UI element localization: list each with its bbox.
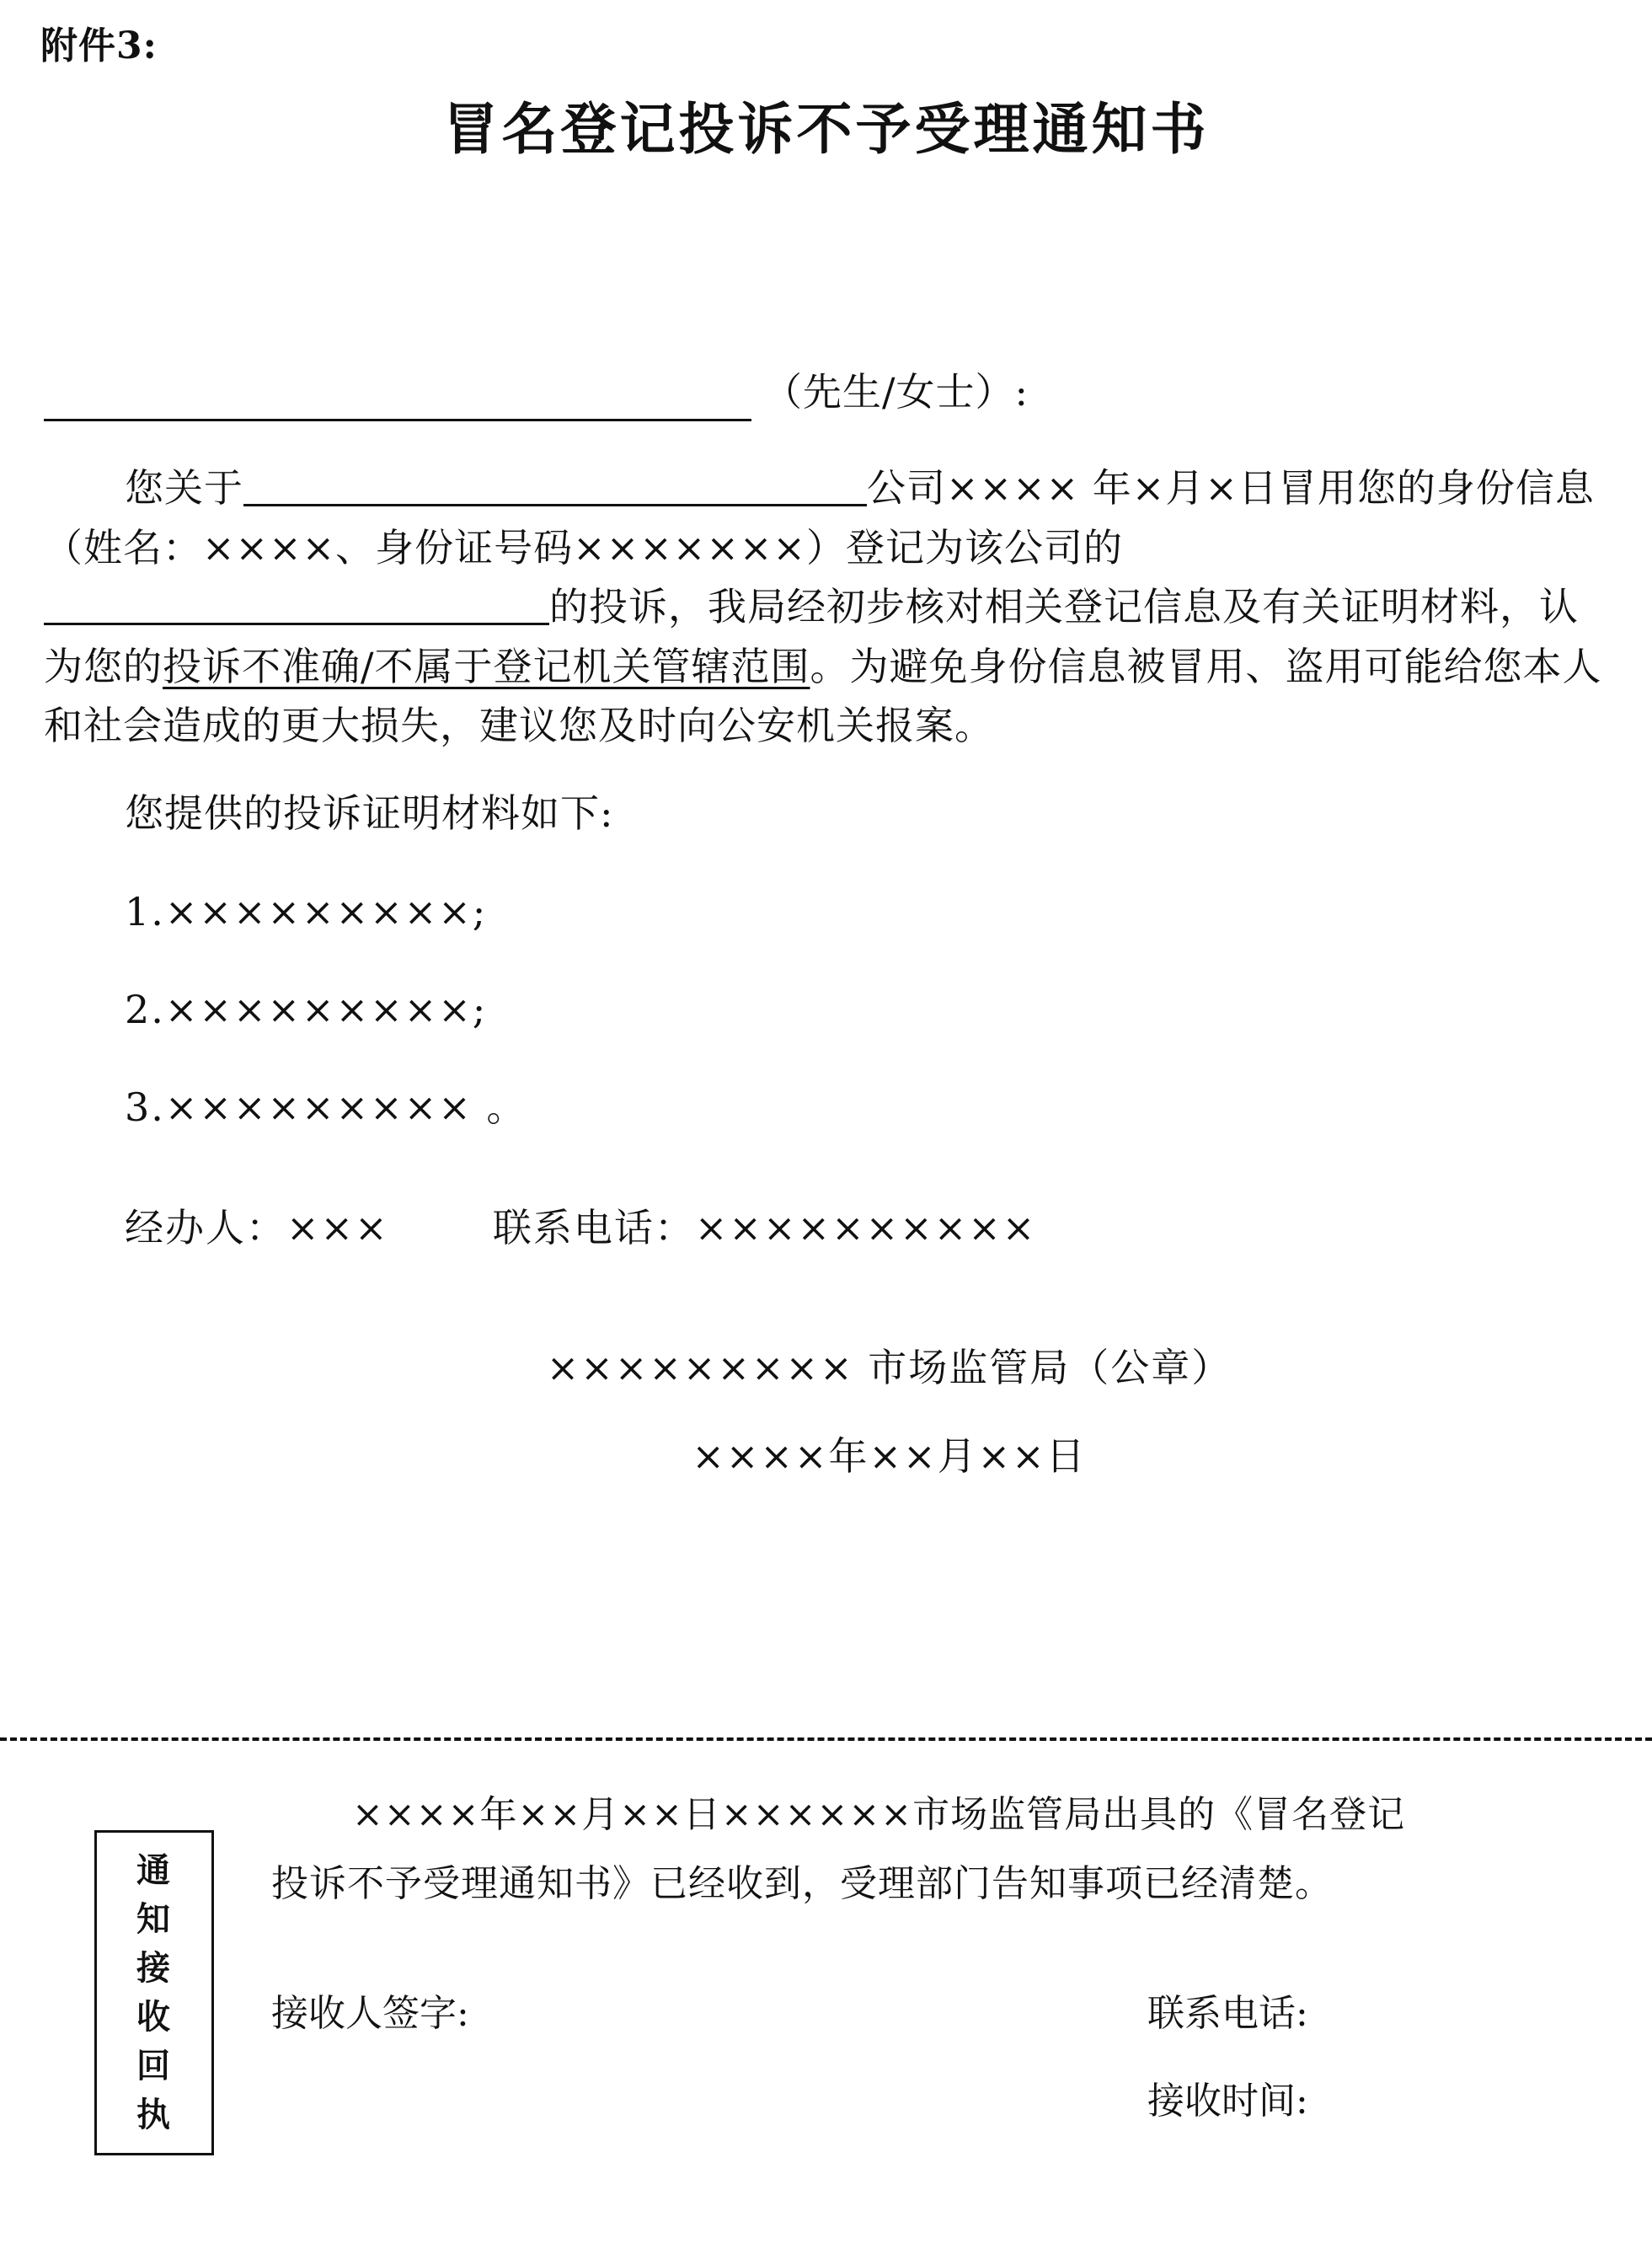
receipt-stamp-char: 执 [136, 2095, 172, 2134]
document-body [44, 362, 1608, 1486]
paragraph-underlined-reason: 投诉不准确/不属于登记机关管辖范围 [163, 643, 810, 689]
handler-row [44, 1198, 1608, 1257]
receipt-stamp-char: 收 [136, 1997, 172, 2037]
role-blank-field[interactable] [44, 589, 549, 625]
issuing-organization: ××××××××× 市场监管局（公章） [546, 1345, 1232, 1391]
receipt-section [44, 1786, 1608, 2154]
addressee-row [44, 362, 1608, 421]
addressee-blank-field[interactable] [44, 380, 751, 421]
receiver-signature-label: 接收人签字: [271, 1992, 469, 2036]
receipt-stamp-char: 接 [136, 1948, 172, 1988]
materials-intro: 您提供的投诉证明材料如下: [125, 790, 614, 837]
material-item: 2.×××××××××; [125, 987, 488, 1032]
receipt-stamp-char: 知 [136, 1899, 172, 1939]
paragraph-segment-3: 的投诉，我局经初步核对相关登记信息及有关证明材料，认为您的 [44, 584, 1579, 689]
page-title: 冒名登记投诉不予受理通知书 [442, 96, 1210, 162]
receipt-body [271, 1786, 1608, 2154]
receive-time-label: 接收时间: [1147, 2080, 1308, 2123]
material-item: 1.×××××××××; [125, 888, 488, 934]
main-paragraph [44, 458, 1608, 755]
receipt-stamp-char: 通 [136, 1850, 172, 1890]
paragraph-segment-1: 您关于 [125, 465, 243, 511]
receipt-fields [271, 1985, 1608, 2154]
paragraph-segment-4: 。为避免身份信息被冒用、盗用可能给您本人和社会造成的更大损失，建议您及时向公安机关报案。 [44, 643, 1602, 748]
attachment-tag: 附件3: [40, 24, 158, 67]
addressee-suffix-label: （先生/女士）: [763, 369, 1029, 415]
receipt-text-line-2: 投诉不予受理通知书》已经收到，受理部门告知事项已经清楚。 [271, 1862, 1333, 1906]
contact-phone-label: 联系电话：×××××××××× [492, 1204, 1037, 1250]
paragraph-segment-2: 公司×××× 年×月×日冒用您的身份信息（姓名：××××、身份证号码×××××××）登记为该公司的 [44, 465, 1595, 570]
receipt-stamp-box [94, 1830, 214, 2155]
company-blank-field[interactable] [243, 470, 867, 506]
receipt-stamp-char: 回 [136, 2046, 172, 2085]
signature-block [44, 1338, 1608, 1486]
cut-line-divider [0, 1737, 1652, 1741]
handler-label: 经办人：××× [125, 1204, 389, 1250]
receiver-phone-label: 联系电话: [1147, 1992, 1308, 2036]
issue-date: ××××年××月××日 [692, 1432, 1087, 1479]
material-item: 3.××××××××× 。 [125, 1084, 527, 1131]
receipt-text-line-1: ××××年××月××日××××××市场监管局出具的《冒名登记 [352, 1793, 1406, 1836]
